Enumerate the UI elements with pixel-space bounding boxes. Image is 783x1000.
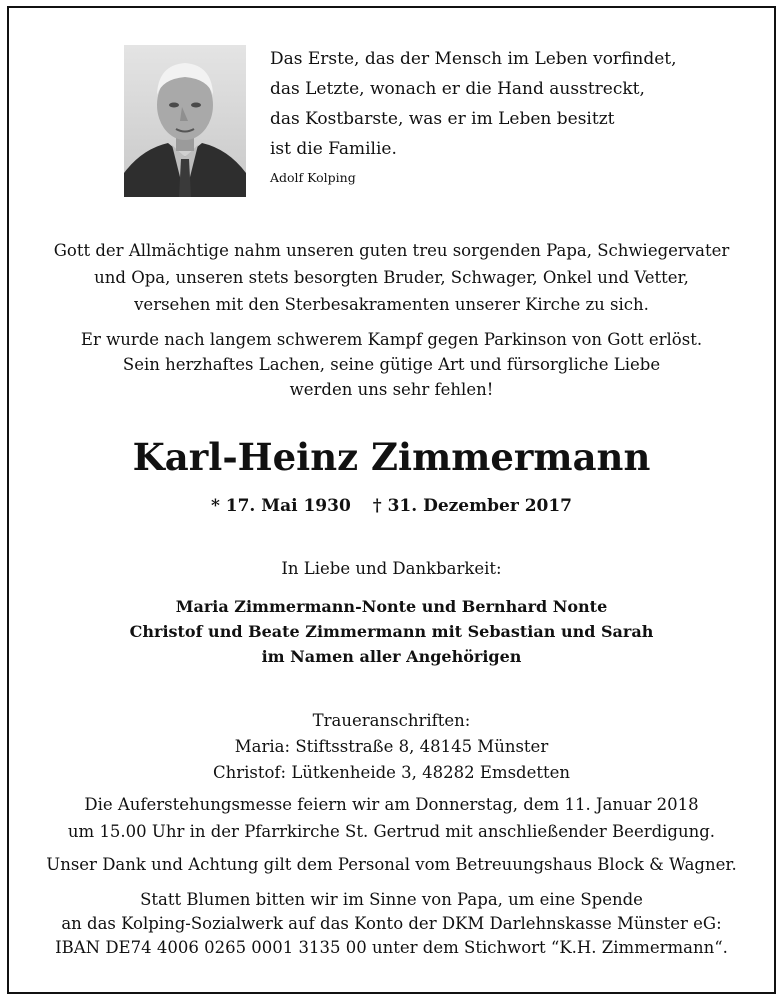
address-line: Christof: Lütkenheide 3, 48282 Emsdetten — [212, 763, 571, 782]
addresses-heading: Traueranschriften: — [312, 711, 471, 730]
life-dates — [20, 493, 763, 519]
birth-date: * 17. Mai 1930 — [210, 496, 351, 516]
quote-line: ist die Familie. — [270, 139, 397, 159]
death-date: † 31. Dezember 2017 — [372, 496, 573, 516]
paragraph-line: werden uns sehr fehlen! — [289, 380, 494, 399]
intro-line: und Opa, unseren stets besorgten Bruder, Schwager, Onkel und Vetter, — [94, 268, 689, 287]
mourners-list — [20, 594, 763, 669]
paragraph-line: Er wurde nach langem schwerem Kampf gegen Parkinson von Gott erlöst. — [80, 330, 703, 349]
quote-block — [270, 44, 730, 185]
quote-author: Adolf Kolping — [270, 170, 356, 185]
paragraph-line: Sein herzhaftes Lachen, seine gütige Art und fürsorgliche Liebe — [122, 355, 661, 374]
mourners-intro — [20, 556, 763, 582]
addresses-block — [20, 708, 763, 786]
portrait-photo — [124, 45, 246, 197]
portrait-image — [124, 45, 246, 197]
thanks-line: Unser Dank und Achtung gilt dem Personal vom Betreuungshaus Block & Wagner. — [46, 855, 737, 874]
donation-request — [20, 888, 763, 960]
donation-line: IBAN DE74 4006 0265 0001 3135 00 unter dem Stichwort “K.H. Zimmermann“. — [55, 938, 728, 957]
mourner-line: im Namen aller Angehörigen — [261, 647, 522, 666]
deceased-name-text: Karl-Heinz Zimmermann — [132, 435, 651, 479]
mourner-line: Christof und Beate Zimmermann mit Sebastian und Sarah — [129, 622, 654, 641]
donation-line: an das Kolping-Sozialwerk auf das Konto der DKM Darlehnskasse Münster eG: — [61, 914, 722, 933]
quote-line: das Kostbarste, was er im Leben besitzt — [270, 109, 615, 129]
mass-line: um 15.00 Uhr in der Pfarrkirche St. Gertrud mit anschließender Beerdigung. — [67, 822, 716, 841]
mass-announcement — [20, 791, 763, 845]
quote-line: Das Erste, das der Mensch im Leben vorfindet, — [270, 49, 677, 69]
deceased-name — [20, 432, 763, 482]
intro-line: Gott der Allmächtige nahm unseren guten treu sorgenden Papa, Schwiegervater — [53, 241, 730, 260]
intro-line: versehen mit den Sterbesakramenten unserer Kirche zu sich. — [134, 295, 649, 314]
mass-line: Die Auferstehungsmesse feiern wir am Donnerstag, dem 11. Januar 2018 — [84, 795, 699, 814]
mourner-line: Maria Zimmermann-Nonte und Bernhard Nonte — [175, 597, 608, 616]
intro-paragraph — [20, 237, 763, 318]
address-line: Maria: Stiftsstraße 8, 48145 Münster — [234, 737, 549, 756]
quote-line: das Letzte, wonach er die Hand ausstreckt, — [270, 79, 645, 99]
donation-line: Statt Blumen bitten wir im Sinne von Papa, um eine Spende — [140, 890, 643, 909]
thanks-text — [20, 852, 763, 878]
mourners-intro-text: In Liebe und Dankbarkeit: — [281, 559, 502, 578]
second-paragraph — [20, 327, 763, 402]
